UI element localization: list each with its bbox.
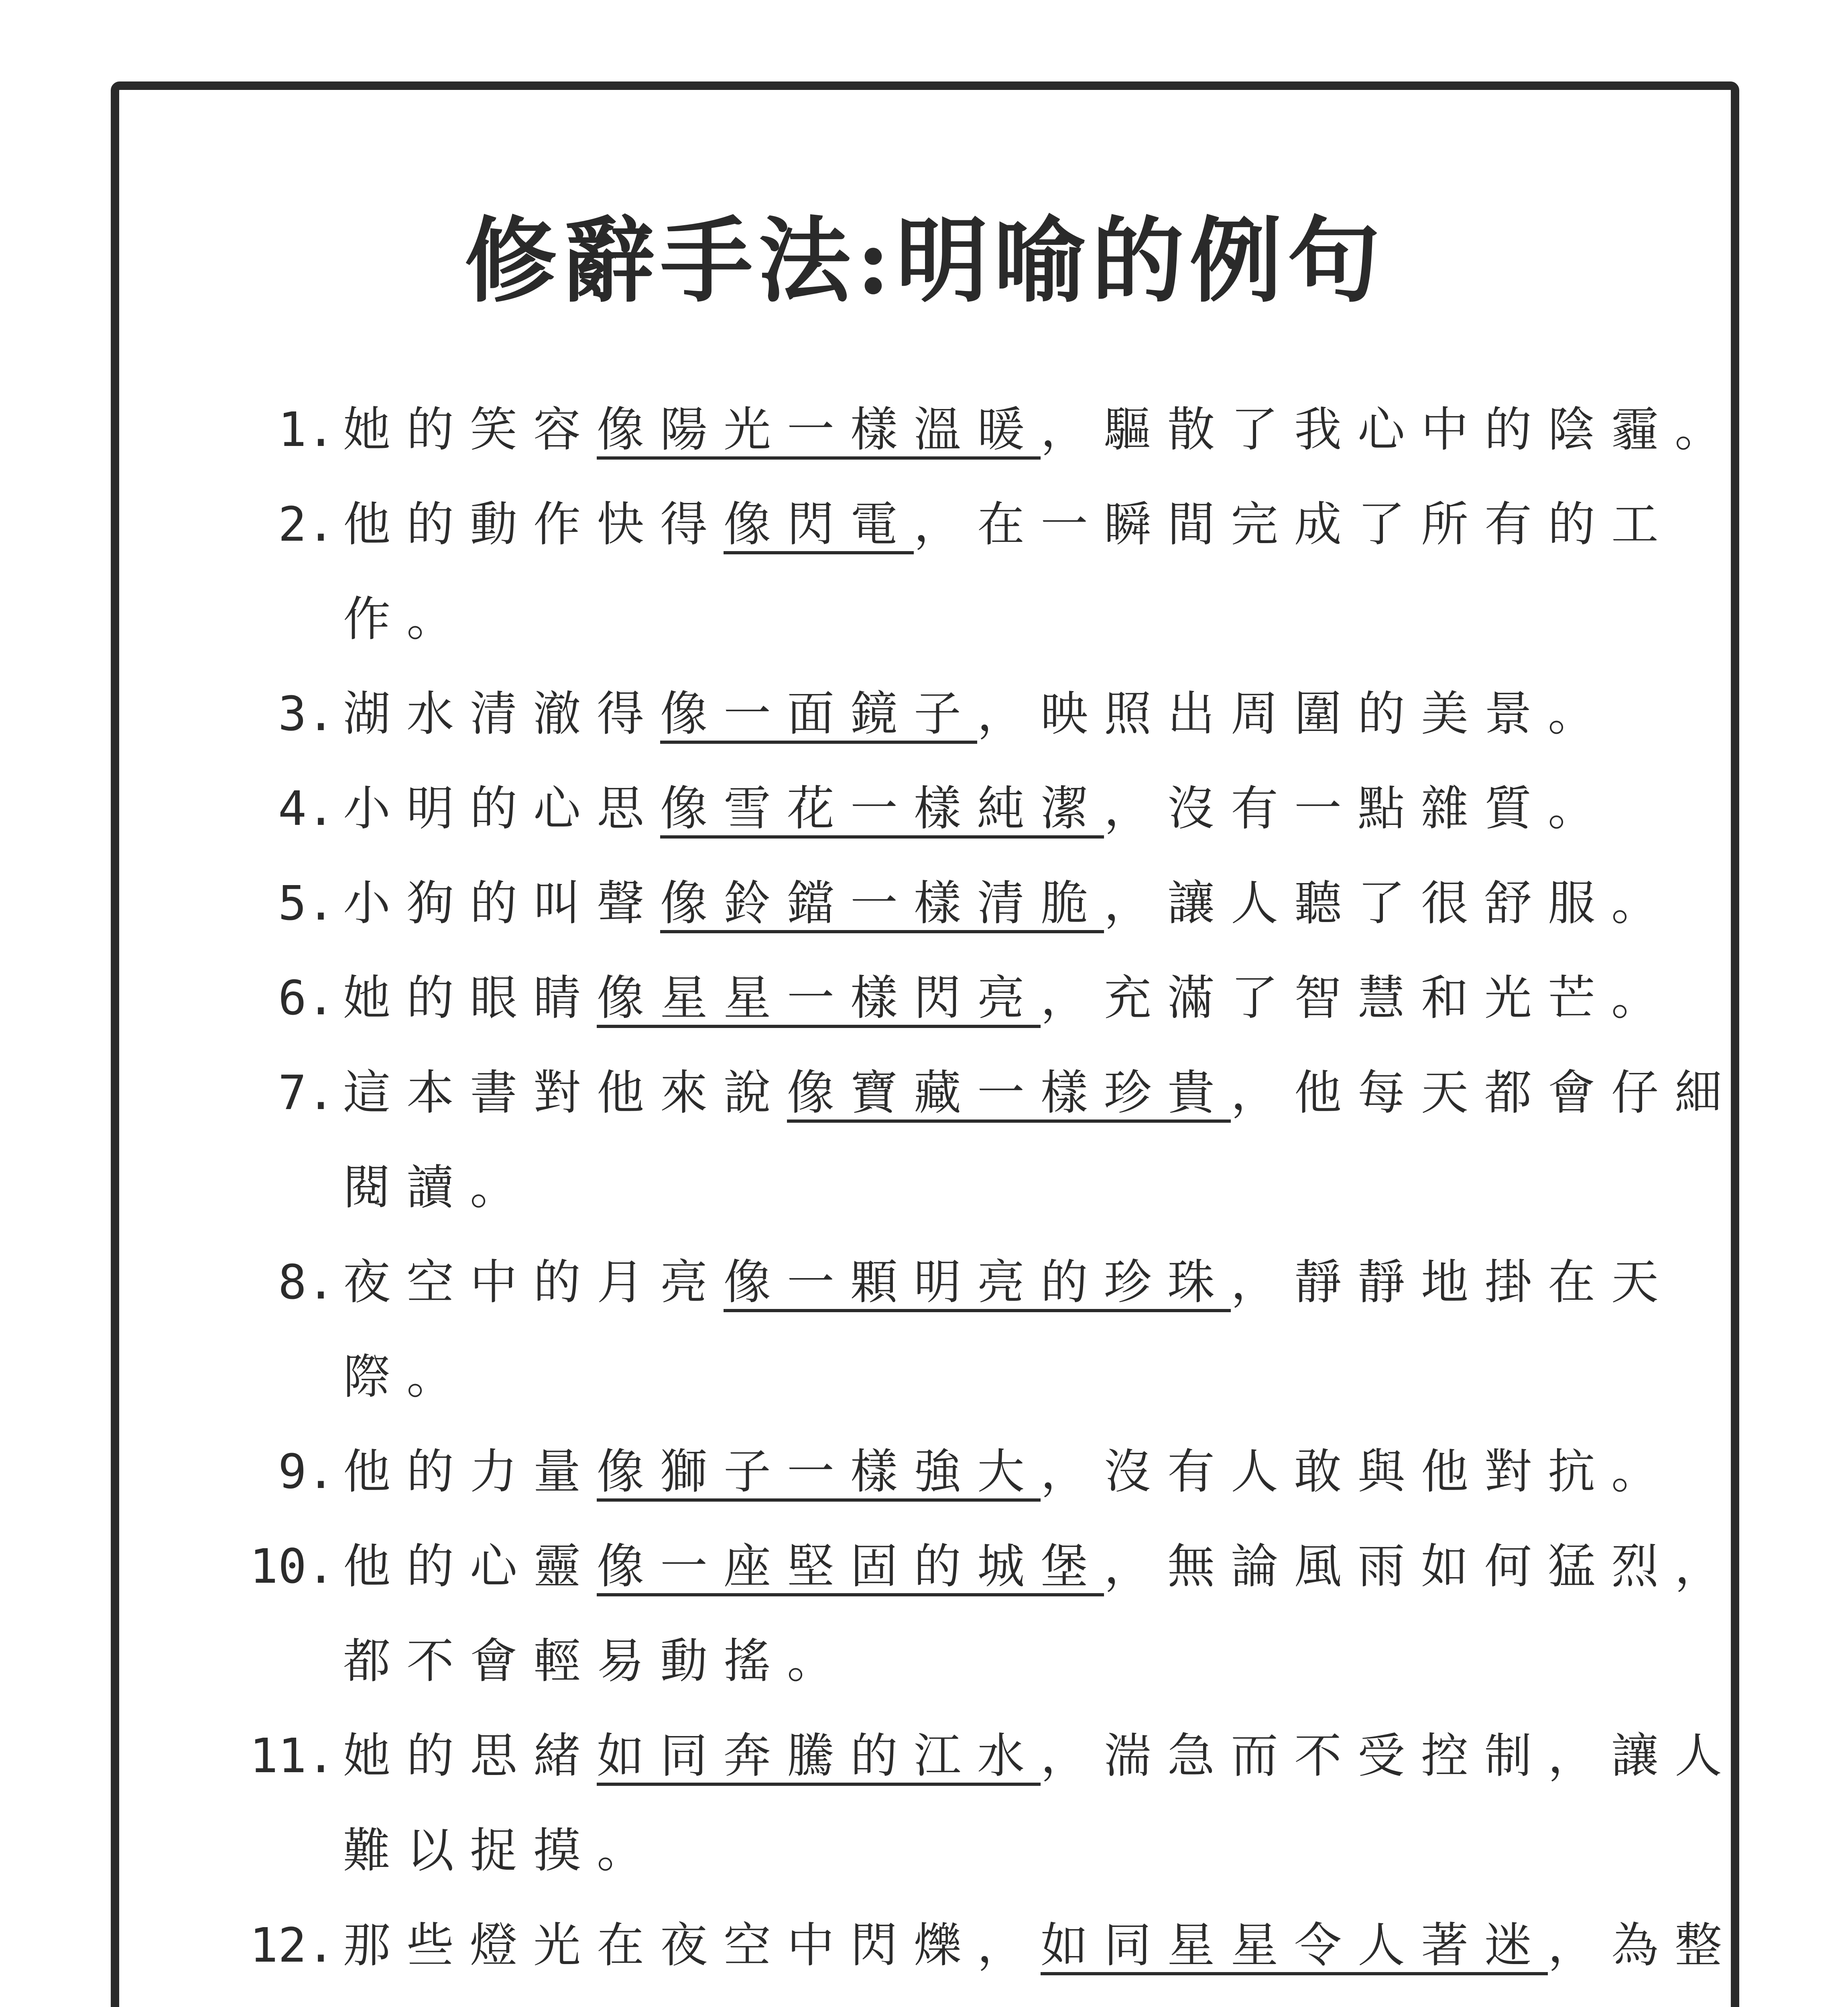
item-number: 3. <box>278 686 335 741</box>
item-number: 2. <box>278 497 335 552</box>
example-sentence <box>343 399 1738 460</box>
simile-phrase: 像鈴鐺一樣清脆 <box>660 875 1104 931</box>
example-sentence-continued <box>343 1631 850 1691</box>
example-sentence <box>343 1726 1738 1786</box>
sentence-text: ，驅散了我心中的陰霾。 <box>1041 402 1738 457</box>
sentence-text: 那些燈光在夜空中閃爍， <box>343 1917 1041 1973</box>
item-number: 1. <box>278 402 335 457</box>
example-sentence <box>343 1915 1738 1975</box>
sentence-text: 夜空中的月亮 <box>343 1254 724 1310</box>
sentence-text: 小狗的叫聲 <box>343 875 661 931</box>
simile-phrase: 像一座堅固的城堡 <box>597 1539 1104 1594</box>
item-number: 9. <box>278 1444 335 1499</box>
sentence-text: 這本書對他來說 <box>343 1065 787 1120</box>
item-number: 10. <box>249 1539 335 1594</box>
sentence-text: 難以捉摸。 <box>343 1823 661 1878</box>
simile-phrase: 如同奔騰的江水 <box>597 1728 1041 1783</box>
simile-phrase: 像閃電 <box>724 497 914 552</box>
sentence-text: 他的心靈 <box>343 1539 597 1594</box>
sentence-text: ，充滿了智慧和光芒。 <box>1041 970 1675 1026</box>
sentence-text: ，沒有人敢與他對抗。 <box>1041 1444 1675 1499</box>
simile-phrase: 像寶藏一樣珍貴 <box>787 1065 1231 1120</box>
simile-phrase: 像一面鏡子 <box>660 686 978 741</box>
example-sentence <box>343 968 1675 1028</box>
example-sentence-continued <box>343 1820 660 1881</box>
sentence-text: ，靜靜地掛在天 <box>1231 1254 1675 1310</box>
simile-phrase: 像星星一樣閃亮 <box>597 970 1041 1026</box>
example-sentence-continued <box>343 1157 533 1217</box>
sentence-text: 她的思緒 <box>343 1728 597 1783</box>
item-number: 12. <box>249 1917 335 1973</box>
item-number: 6. <box>278 970 335 1026</box>
sentence-text: ，湍急而不受控制，讓人 <box>1041 1728 1738 1783</box>
example-sentence-continued <box>343 589 470 649</box>
example-sentence <box>343 1536 1738 1596</box>
example-sentence <box>343 684 1611 744</box>
simile-phrase: 像雪花一樣純潔 <box>660 781 1104 836</box>
example-sentence <box>343 494 1675 554</box>
sentence-text: 他的力量 <box>343 1444 597 1499</box>
sentence-text: ，無論風雨如何猛烈， <box>1104 1539 1738 1594</box>
sentence-text: ，他每天都會仔細 <box>1231 1065 1738 1120</box>
item-number: 4. <box>278 781 335 836</box>
example-sentence <box>343 778 1611 839</box>
example-sentence <box>343 1252 1675 1312</box>
sentence-text: ，沒有一點雜質。 <box>1104 781 1612 836</box>
sentence-text: 她的眼睛 <box>343 970 597 1026</box>
simile-phrase: 像陽光一樣溫暖 <box>597 402 1041 457</box>
sentence-text: ，為整 <box>1548 1917 1738 1973</box>
item-number: 11. <box>249 1728 335 1783</box>
simile-phrase: 如同星星令人著迷 <box>1041 1917 1548 1973</box>
item-number: 5. <box>278 875 335 931</box>
sentence-text: 他的動作快得 <box>343 497 724 552</box>
sentence-text: 都不會輕易動搖。 <box>343 1633 851 1689</box>
sentence-text: 閱讀。 <box>343 1160 534 1215</box>
sentence-text: 際。 <box>343 1349 470 1404</box>
item-number: 8. <box>278 1254 335 1310</box>
simile-phrase: 像獅子一樣強大 <box>597 1444 1041 1499</box>
example-sentence <box>343 873 1675 933</box>
sentence-text: ，映照出周圍的美景。 <box>977 686 1612 741</box>
sentence-text: ，在一瞬間完成了所有的工 <box>914 497 1675 552</box>
page-title: 修辭手法:明喻的例句 <box>464 207 1386 315</box>
example-sentence <box>343 1063 1738 1123</box>
sentence-text: 她的笑容 <box>343 402 597 457</box>
example-sentence-continued <box>343 1347 470 1407</box>
example-sentence <box>343 1441 1675 1502</box>
sentence-text: ，讓人聽了很舒服。 <box>1104 875 1675 931</box>
sentence-text: 湖水清澈得 <box>343 686 661 741</box>
sentence-text: 作。 <box>343 591 470 647</box>
sentence-text: 小明的心思 <box>343 781 661 836</box>
item-number: 7. <box>278 1065 335 1120</box>
simile-phrase: 像一顆明亮的珍珠 <box>724 1254 1231 1310</box>
